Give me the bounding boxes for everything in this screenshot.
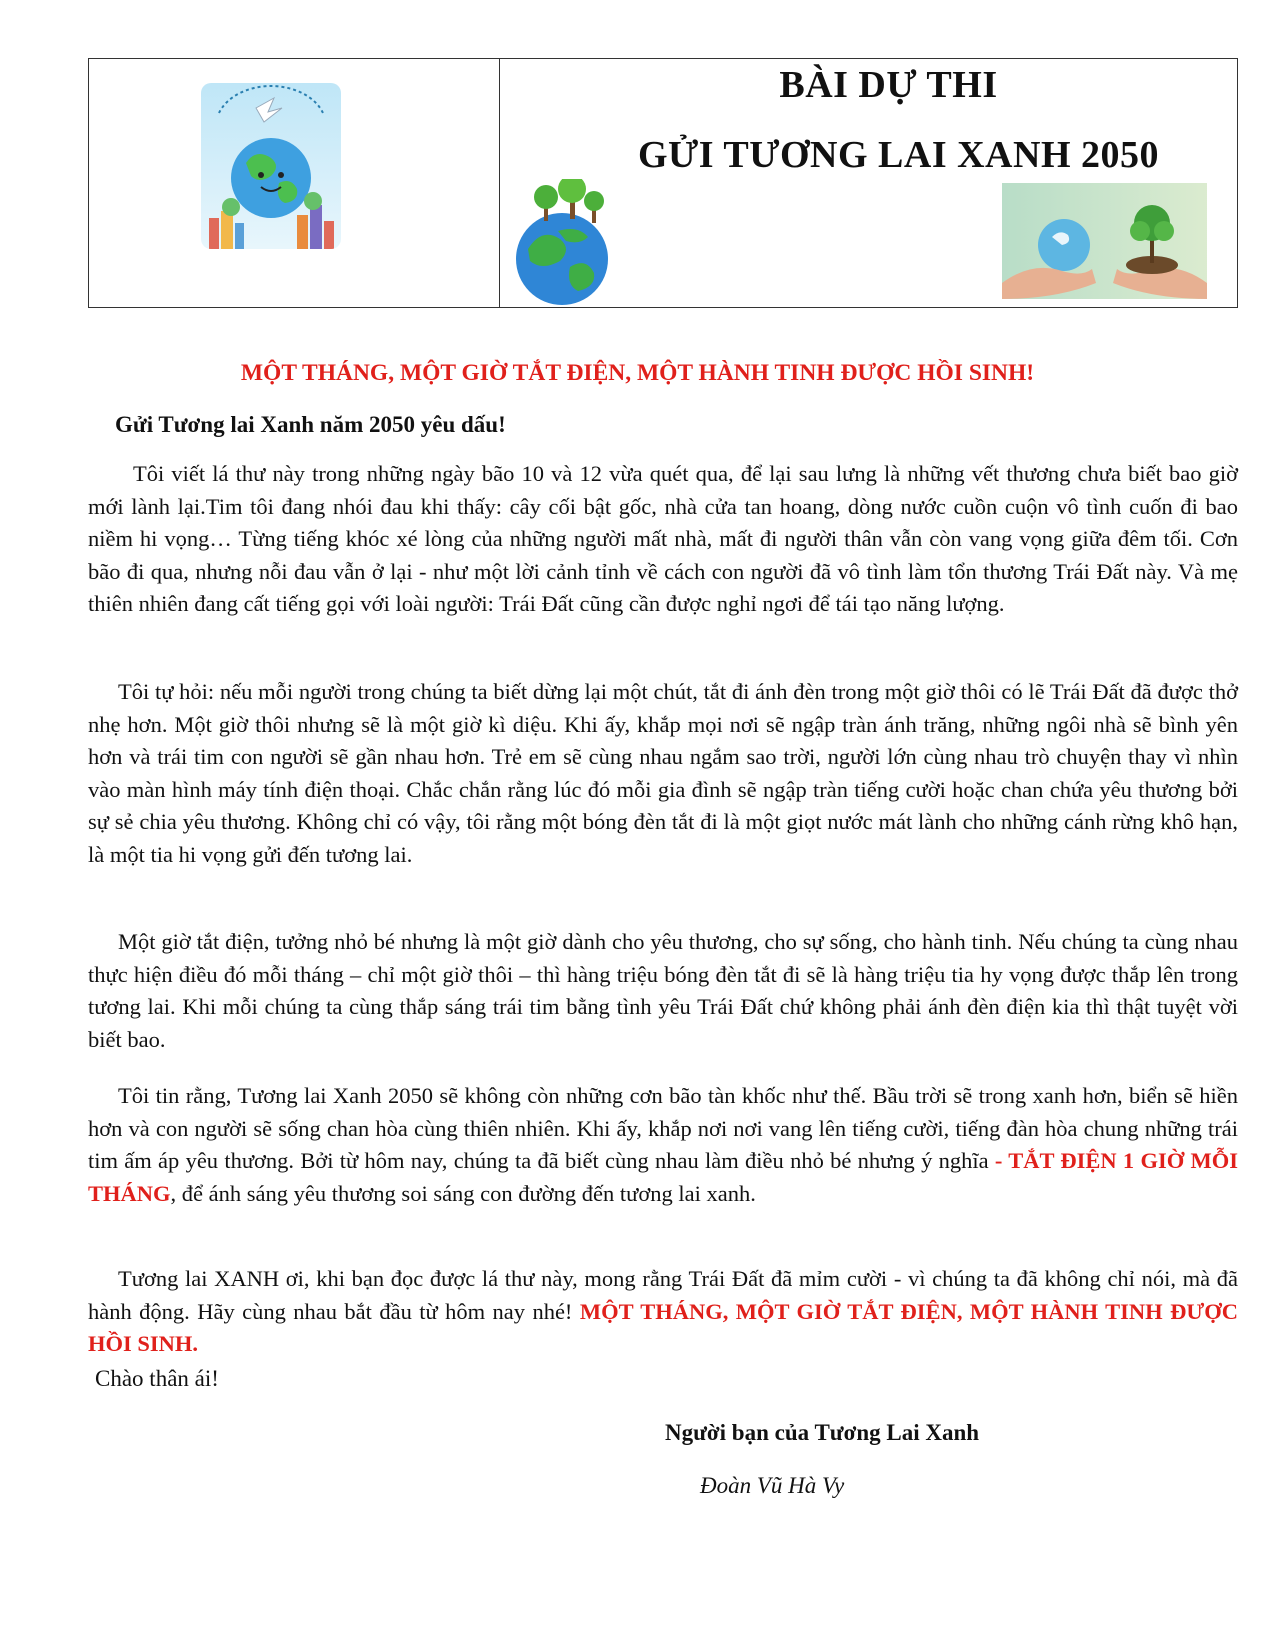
hands-globe-plant-icon: [1002, 183, 1207, 299]
headline: MỘT THÁNG, MỘT GIỜ TẮT ĐIỆN, MỘT HÀNH TINH ĐƯỢC HỒI SINH!: [240, 360, 1035, 386]
paragraph-3: Một giờ tắt điện, tưởng nhỏ bé nhưng là một giờ dành cho yêu thương, cho sự sống, cho hành tinh. Nếu chúng ta cùng nhau thực hiện điều đó mỗi tháng – chỉ một giờ thôi – thì hàng triệu bóng đèn tắt đi sẽ là hàng triệu tia hy vọng được thắp lên trong tương lai. Khi mỗi chúng ta cùng thắp sáng trái tim bằng tình yêu Trái Đất chứ không phải ánh đèn điện kia thì thật tuyệt vời biết bao.: [88, 929, 1238, 1052]
paragraph-4-highlight: - TẮT ĐIỆN 1 GIỜ MỖI THÁNG: [88, 1148, 1238, 1206]
header-title-cell: [500, 59, 1237, 307]
paragraph-1: Tôi viết lá thư này trong những ngày bão 10 và 12 vừa quét qua, để lại sau lưng là những vết thương chưa biết bao giờ mới lành lại.Tim tôi đang nhói đau khi thấy: cây cối bật gốc, nhà cửa tan hoang, dòng nước cuồn cuộn vô tình cuốn đi bao niềm hi vọng… Từng tiếng khóc xé lòng của những người mất nhà, mất đi người thân vẫn còn vang vọng giữa đêm tối. Cơn bão đi qua, nhưng nỗi đau vẫn ở lại - như một lời cảnh tỉnh về cách con người đã vô tình làm tổn thương Trái Đất này. Và mẹ thiên nhiên đang cất tiếng gọi với loài người: Trái Đất cũng cần được nghỉ ngơi để tái tạo năng lượng.: [88, 461, 1238, 616]
paragraph-5: [88, 1263, 1238, 1361]
greeting: Gửi Tương lai Xanh năm 2050 yêu dấu!: [115, 412, 506, 437]
signature-role: Người bạn của Tương Lai Xanh: [665, 1420, 980, 1445]
signature-name: Đoàn Vũ Hà Vy: [700, 1473, 845, 1498]
paragraph-5-text: Tương lai XANH ơi, khi bạn đọc được lá thư này, mong rằng Trái Đất đã mỉm cười - vì chúng ta đã không chỉ nói, mà đã hành động. Hãy cùng nhau bắt đầu từ hôm nay nhé!: [88, 1266, 1238, 1324]
paragraph-4-text-end: , để ánh sáng yêu thương soi sáng con đường đến tương lai xanh.: [170, 1180, 756, 1206]
paragraph-5-highlight: MỘT THÁNG, MỘT GIỜ TẮT ĐIỆN, MỘT HÀNH TINH ĐƯỢC HỒI SINH.: [88, 1298, 1238, 1356]
header-box: [88, 58, 1238, 308]
header-logo-cell: [89, 59, 500, 307]
globe-trees-icon: [500, 179, 635, 307]
page-title-line-2: GỬI TƯƠNG LAI XANH 2050: [637, 134, 1159, 176]
earth-logo-icon: [201, 83, 341, 249]
paragraph-4-text: Tôi tin rằng, Tương lai Xanh 2050 sẽ không còn những cơn bão tàn khốc như thế. Bầu trời sẽ trong xanh hơn, biển sẽ hiền hơn và con người sẽ sống chan hòa cùng thiên nhiên. Khi ấy, khắp nơi nơi vang lên tiếng cười, tiếng đàn hòa chung những trái tim ấm áp yêu thương. Bởi từ hôm nay, chúng ta đã biết cùng nhau làm điều nhỏ bé nhưng ý nghĩa: [88, 1083, 1238, 1173]
page-title-line-1: BÀI DỰ THI: [779, 64, 998, 106]
closing: Chào thân ái!: [95, 1366, 219, 1391]
paragraph-4: [88, 1080, 1238, 1210]
paragraph-2: Tôi tự hỏi: nếu mỗi người trong chúng ta biết dừng lại một chút, tắt đi ánh đèn trong một giờ thôi có lẽ Trái Đất đã được thở nhẹ hơn. Một giờ thôi nhưng sẽ là một giờ kì diệu. Khi ấy, khắp mọi nơi sẽ ngập tràn ánh trăng, những ngôi nhà sẽ bình yên hơn và trái tim con người sẽ gần nhau hơn. Trẻ em sẽ cùng nhau ngắm sao trời, người lớn cùng nhau trò chuyện thay vì nhìn vào màn hình máy tính điện thoại. Chắc chắn rằng lúc đó mỗi gia đình sẽ ngập tràn tiếng cười hoặc chan chứa yêu thương bởi sự sẻ chia yêu thương. Không chỉ có vậy, tôi rằng một bóng đèn tắt đi là một giọt nước mát lành cho những cánh rừng khô hạn, là một tia hi vọng gửi đến tương lai.: [88, 679, 1238, 867]
